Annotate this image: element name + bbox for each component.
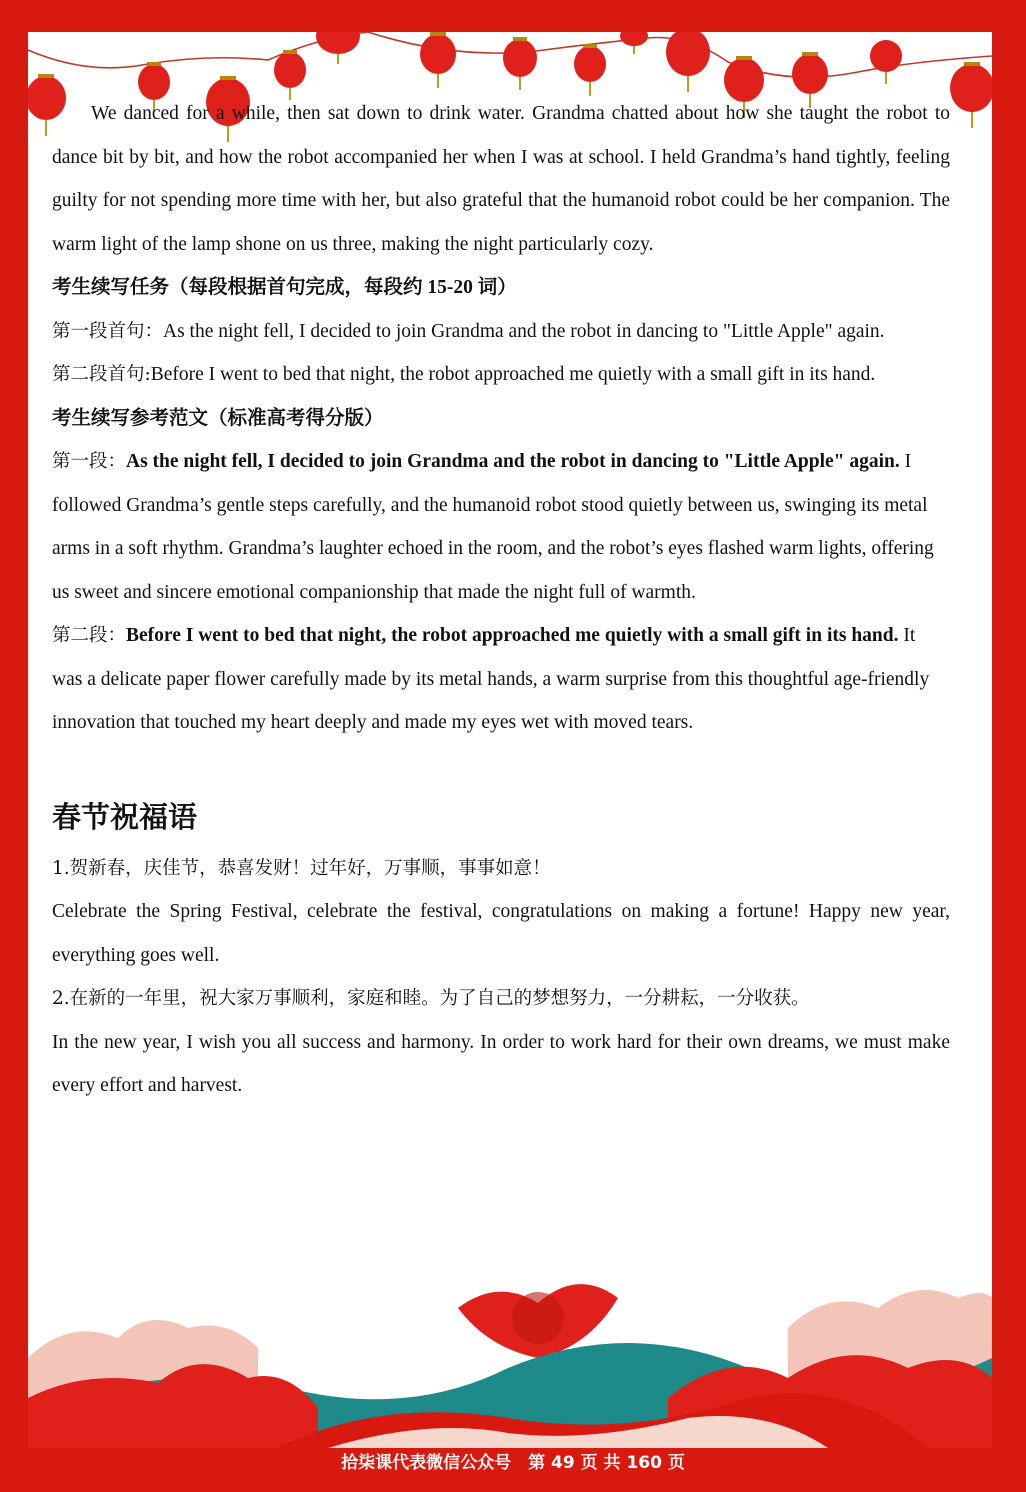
intro-paragraph: We danced for a while, then sat down to drink water. Grandma chatted about how she taught the robot to dance bit by bit, and how the robot accompanied her when I was at school. I held Grandma’s hand tightly, feeling guilty for not spending more time with her, but also grateful that the humanoid robot could be her companion. The warm light of the lamp shone on us three, making the night particularly cozy. — [52, 103, 950, 255]
task-first-text: As the night fell, I decided to join Grandma and the robot in dancing to "Little Apple" again. — [163, 320, 885, 342]
lantern-icon — [574, 44, 606, 96]
festival-cloud-wave-decoration — [28, 1248, 992, 1448]
lantern-icon — [503, 37, 537, 90]
lantern-icon — [316, 32, 360, 64]
task-second-text: Before I went to bed that night, the robot approached me quietly with a small gift in its hand. — [150, 364, 876, 385]
sample-paragraph-2 — [52, 614, 950, 745]
lantern-icon — [950, 62, 992, 128]
lantern-icon — [420, 32, 456, 88]
sample-p2-opening: Before I went to bed that night, the robot approached me quietly with a small gift in its hand. — [126, 625, 899, 646]
greeting-2-english: In the new year, I wish you all success and harmony. In order to work hard for their own dreams, we must make every effort and harvest. — [52, 1031, 950, 1096]
greeting-2-chinese: 2.在新的一年里，祝大家万事顺利，家庭和睦。为了自己的梦想努力，一分耕耘，一分收获。 — [52, 988, 810, 1009]
page-footer: 拾柒课代表微信公众号 第 49 页 共 160 页 — [341, 1453, 685, 1473]
sample-paragraph-1 — [52, 440, 950, 614]
sample-p2-label: 第二段： — [52, 625, 127, 646]
lantern-icon — [620, 32, 648, 54]
sample-p1-label: 第一段： — [52, 451, 127, 472]
greeting-1-english: Celebrate the Spring Festival, celebrate the festival, congratulations on making a fortune! Happy new year, everything goes well. — [52, 901, 950, 966]
section-spacer — [52, 745, 950, 787]
sample-p1-body: I followed Grandma’s gentle steps carefully, and the humanoid robot stood quietly between us, swinging its metal arms in a soft rhythm. Grandma’s laughter echoed in the room, and the robot’s eyes flashed warm lights, offering us sweet and sincere emotional companionship that made the night full of warmth. — [52, 451, 934, 603]
task-heading: 考生续写任务（每段根据首句完成，每段约 15-20 词） — [52, 277, 517, 298]
page — [28, 32, 992, 1448]
document-body — [52, 92, 950, 1108]
task-first-label: 第一段首句： — [52, 320, 164, 342]
task-second-sentence — [52, 353, 950, 397]
sample-p1-opening: As the night fell, I decided to join Grandma and the robot in dancing to "Little Apple" again. — [126, 451, 900, 472]
sample-p2-body: It was a delicate paper flower carefully made by its metal hands, a warm surprise from this thoughtful age-friendly innovation that touched my heart deeply and made my eyes wet with moved tears. — [52, 625, 930, 733]
lantern-icon — [666, 32, 710, 92]
task-second-label: 第二段首句: — [52, 364, 151, 385]
sample-heading: 考生续写参考范文（标准高考得分版） — [52, 407, 384, 429]
greeting-1-chinese: 1.贺新春，庆佳节，恭喜发财！过年好，万事顺，事事如意！ — [52, 857, 551, 879]
greetings-title: 春节祝福语 — [52, 799, 198, 834]
lantern-icon — [870, 40, 902, 84]
task-first-sentence — [52, 310, 950, 354]
